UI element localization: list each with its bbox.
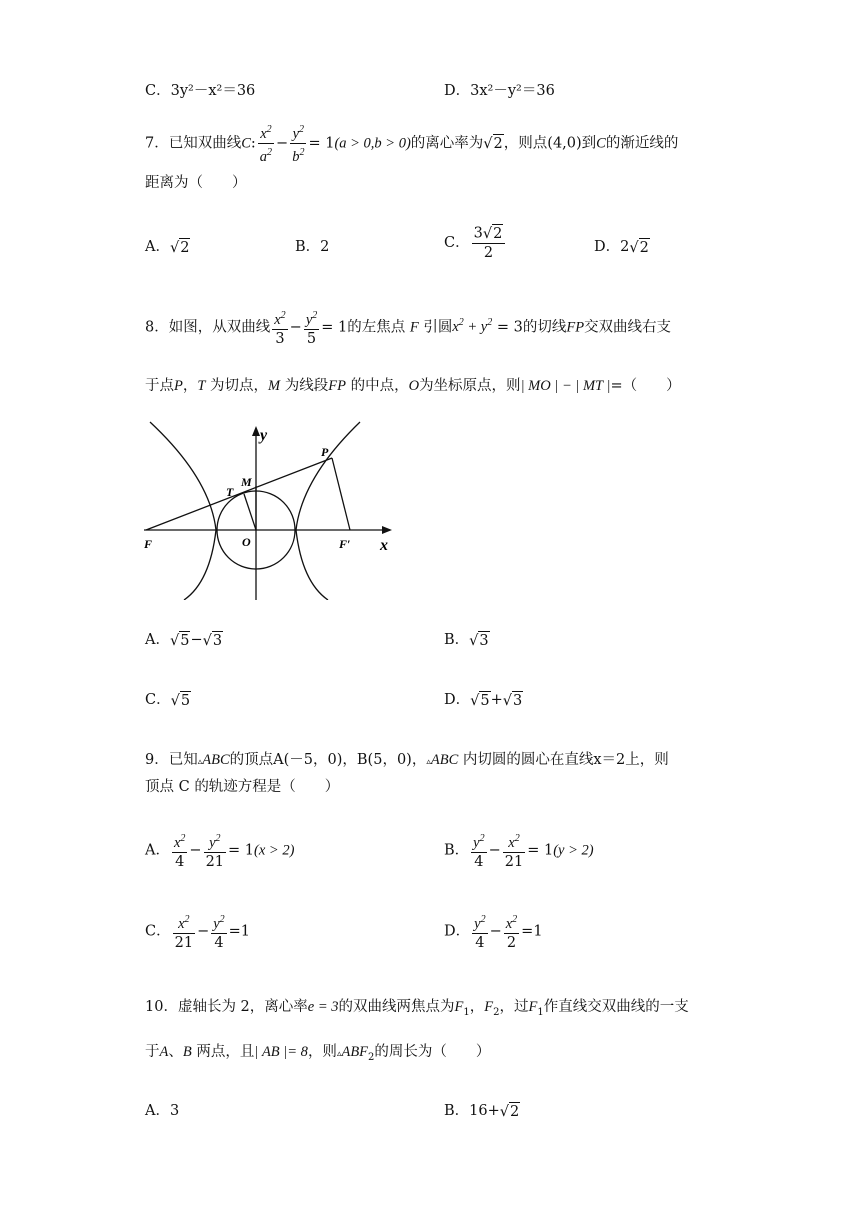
label-m: M: [241, 475, 252, 489]
q9-line-2: 顶点 C 的轨迹方程是（ ）: [145, 779, 340, 795]
q7-option-b[interactable]: B．2: [295, 239, 330, 255]
segment-pf-prime: [332, 458, 350, 530]
label-t: T: [226, 485, 234, 499]
q7-line-1: 7．已知双曲线C: $\frac{x^2}{a^2}$ − $\frac{y^2}{b^2}$ = 1(a > 0,b > 0)的离心率为√2，则点(4,0)到C的渐近线的: [145, 121, 678, 166]
label-f: F: [144, 537, 153, 551]
tangent-line-fp: [146, 458, 332, 530]
q7-line-2: 距离为（ ）: [145, 175, 247, 191]
q7-option-c[interactable]: C． $\frac{3√2}{2}$: [444, 224, 507, 262]
q10-option-a[interactable]: A．3: [145, 1103, 180, 1119]
q9-option-d[interactable]: D． $\frac{y^2}{4}$ − $\frac{x^2}{2}$ =1: [444, 911, 543, 952]
label-o: O: [242, 535, 251, 549]
q7-sqrt: √2: [483, 135, 503, 152]
q7-option-a[interactable]: A．√2: [145, 239, 190, 256]
q10-line-2: 于A、B 两点，且| AB |= 8，则$▵ABF_2$的周长为（ ）: [145, 1044, 491, 1063]
q9-option-b[interactable]: B． $\frac{y^2}{4}$ − $\frac{x^2}{21}$ = 1(y > 2): [444, 830, 594, 871]
y-axis-arrow: [252, 426, 260, 436]
q8-line-1: 8．如图，从双曲线 $\frac{x^2}{3}$ − $\frac{y^2}{5}$ = 1的左焦点 F 引圆$x^2 + y^2 = 3$的切线FP交双曲线右支: [145, 307, 671, 348]
q10-option-b[interactable]: B．16+√2: [444, 1103, 520, 1120]
q10-line-1: 10．虚轴长为 2，离心率e = 3的双曲线两焦点为$F_1$，$F_2$，过$F_1$作直线交双曲线的一支: [145, 999, 689, 1018]
q8-option-b[interactable]: B．√3: [444, 632, 489, 649]
q8-option-c[interactable]: C．√5: [145, 692, 191, 709]
q6-option-d[interactable]: D．3x²－y²＝36: [444, 83, 555, 99]
q8-line-2: 于点P，T 为切点，M 为线段FP 的中点，O为坐标原点，则| MO | − | MT |=（ ）: [145, 378, 681, 394]
q8-option-a[interactable]: A．√5−√3: [145, 632, 223, 649]
q9-option-a[interactable]: A． $\frac{x^2}{4}$ − $\frac{y^2}{21}$ = 1(x > 2): [145, 830, 294, 871]
label-x: x: [380, 537, 388, 554]
label-y: y: [260, 427, 268, 444]
q8-hyperbola-figure: [140, 418, 400, 600]
label-p: P: [321, 445, 329, 459]
q8-option-d[interactable]: D．√5+√3: [444, 692, 523, 709]
q9-option-c[interactable]: C． $\frac{x^2}{21}$ − $\frac{y^2}{4}$ =1: [145, 911, 250, 952]
label-f-prime: F′: [339, 537, 351, 551]
left-branch: [150, 422, 216, 600]
x-axis-arrow: [382, 526, 392, 534]
q7-frac-y: $\frac{y^2}{b^2}$: [290, 121, 306, 166]
q6-option-c[interactable]: C．3y²－x²＝36: [145, 83, 256, 99]
radius-ot: [244, 494, 256, 530]
q9-line-1: 9．已知▵ABC的顶点A(－5，0)，B(5，0)，▵ABC 内切圆的圆心在直线x＝2上，则: [145, 752, 669, 768]
q7-frac-x: $\frac{x^2}{a^2}$: [258, 121, 274, 166]
q7-option-d[interactable]: D．2√2: [594, 239, 649, 256]
